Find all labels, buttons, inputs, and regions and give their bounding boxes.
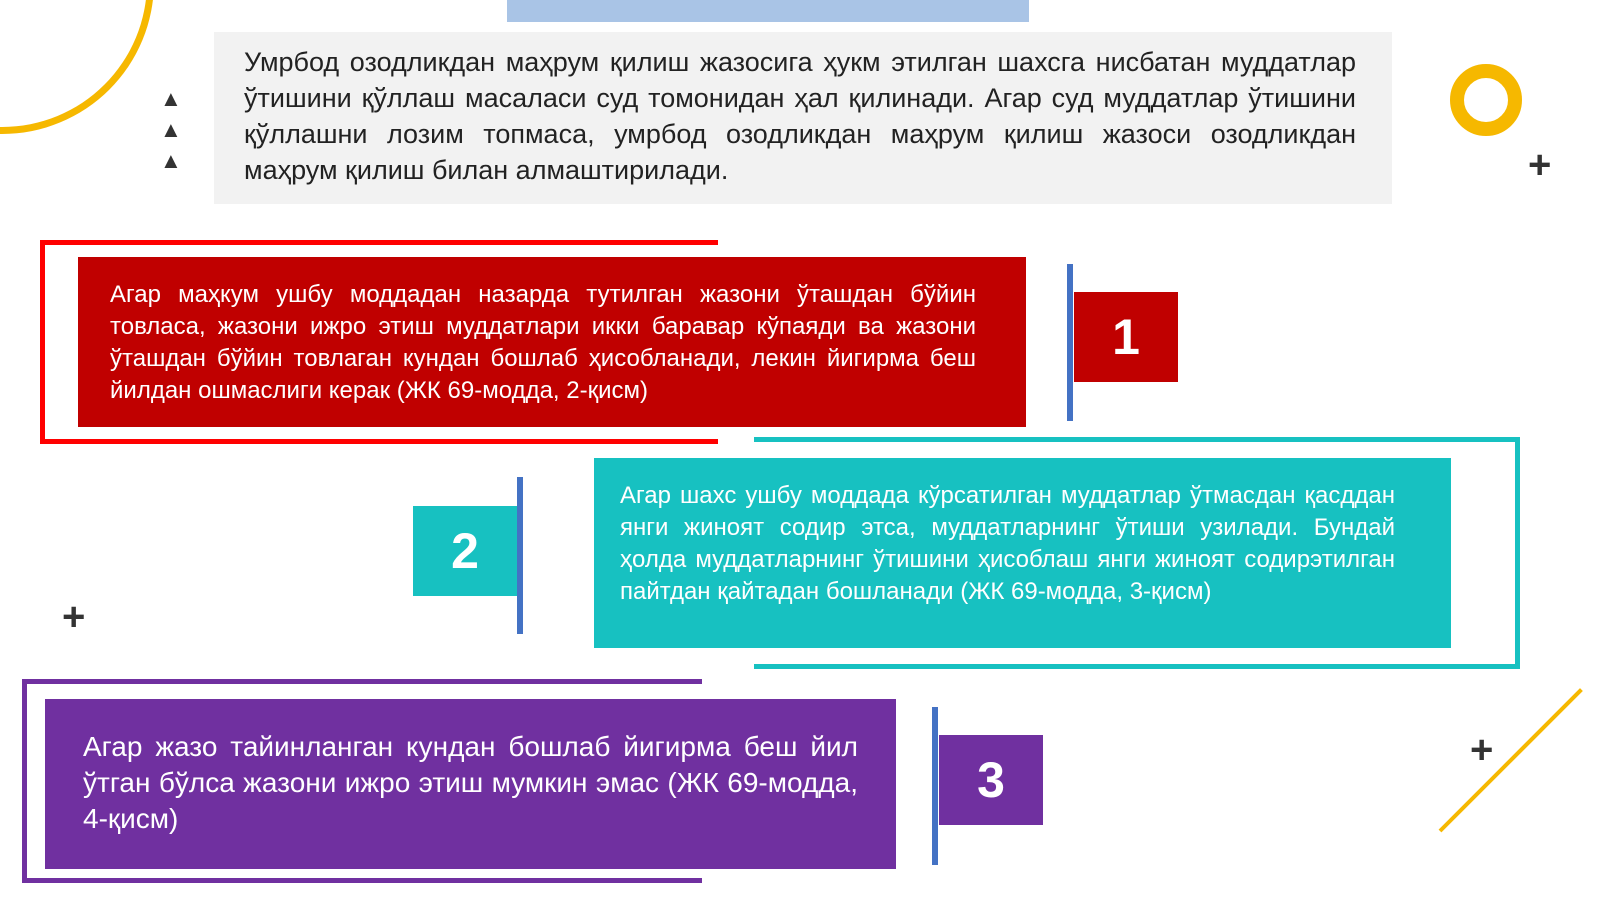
item-2-number: 2 (413, 506, 517, 596)
intro-panel (214, 32, 1392, 204)
item-1-divider (1067, 264, 1073, 421)
item-3-card (45, 699, 896, 869)
triangle-up-icon: ▲ (160, 86, 182, 111)
decorative-arc (0, 0, 154, 134)
item-2-divider (517, 477, 523, 634)
item-2-card (594, 458, 1451, 648)
plus-icon: + (1470, 728, 1494, 772)
item-3-divider (932, 707, 938, 865)
decorative-line (1439, 688, 1583, 832)
triangle-up-icon: ▲ (160, 148, 182, 173)
plus-icon: + (1528, 143, 1552, 187)
top-accent-bar (507, 0, 1029, 22)
triangle-up-icon: ▲ (160, 117, 182, 142)
plus-icon: + (62, 595, 86, 639)
item-3-text: Агар жазо тайинланган кундан бошлаб йигирма беш йил ўтган бўлса жазони ижро этиш мумкин эмас (ЖК 69-модда, 4-қисм) (83, 731, 858, 834)
item-1-card (78, 257, 1026, 427)
item-2-text: Агар шахс ушбу моддада кўрсатилган муддатлар ўтмасдан қасддан янги жиноят содир этса, муддатларнинг ўтиши узилади. Бундай ҳолда муддатларнинг ўтишини ҳисоблаш янги жиноят содирэтилган пайтдан қайтадан бошланади (ЖК 69-модда, 3-қисм) (620, 482, 1395, 605)
decorative-ring (1450, 64, 1522, 136)
item-1-text: Агар маҳкум ушбу моддадан назарда тутилган жазони ўташдан бўйин товласа, жазони ижро этиш муддатлари икки баравар кўпаяди ва жазони ўташдан бўйин товлаган кундан бошлаб ҳисобланади, лекин йигирма беш йилдан ошмаслиги керак (ЖК 69-модда, 2-қисм) (110, 281, 976, 404)
intro-text: Умрбод озодликдан маҳрум қилиш жазосига ҳукм этилган шахсга нисбатан муддатлар ўтишини қўллаш масаласи суд томонидан ҳал қилинади. Агар суд муддатлар ўтишини қўллашни лозим топмаса, умрбод озодликдан маҳрум қилиш жазоси озодликдан маҳрум қилиш билан алмаштирилади. (244, 47, 1356, 185)
item-1-number: 1 (1074, 292, 1178, 382)
item-3-number: 3 (939, 735, 1043, 825)
